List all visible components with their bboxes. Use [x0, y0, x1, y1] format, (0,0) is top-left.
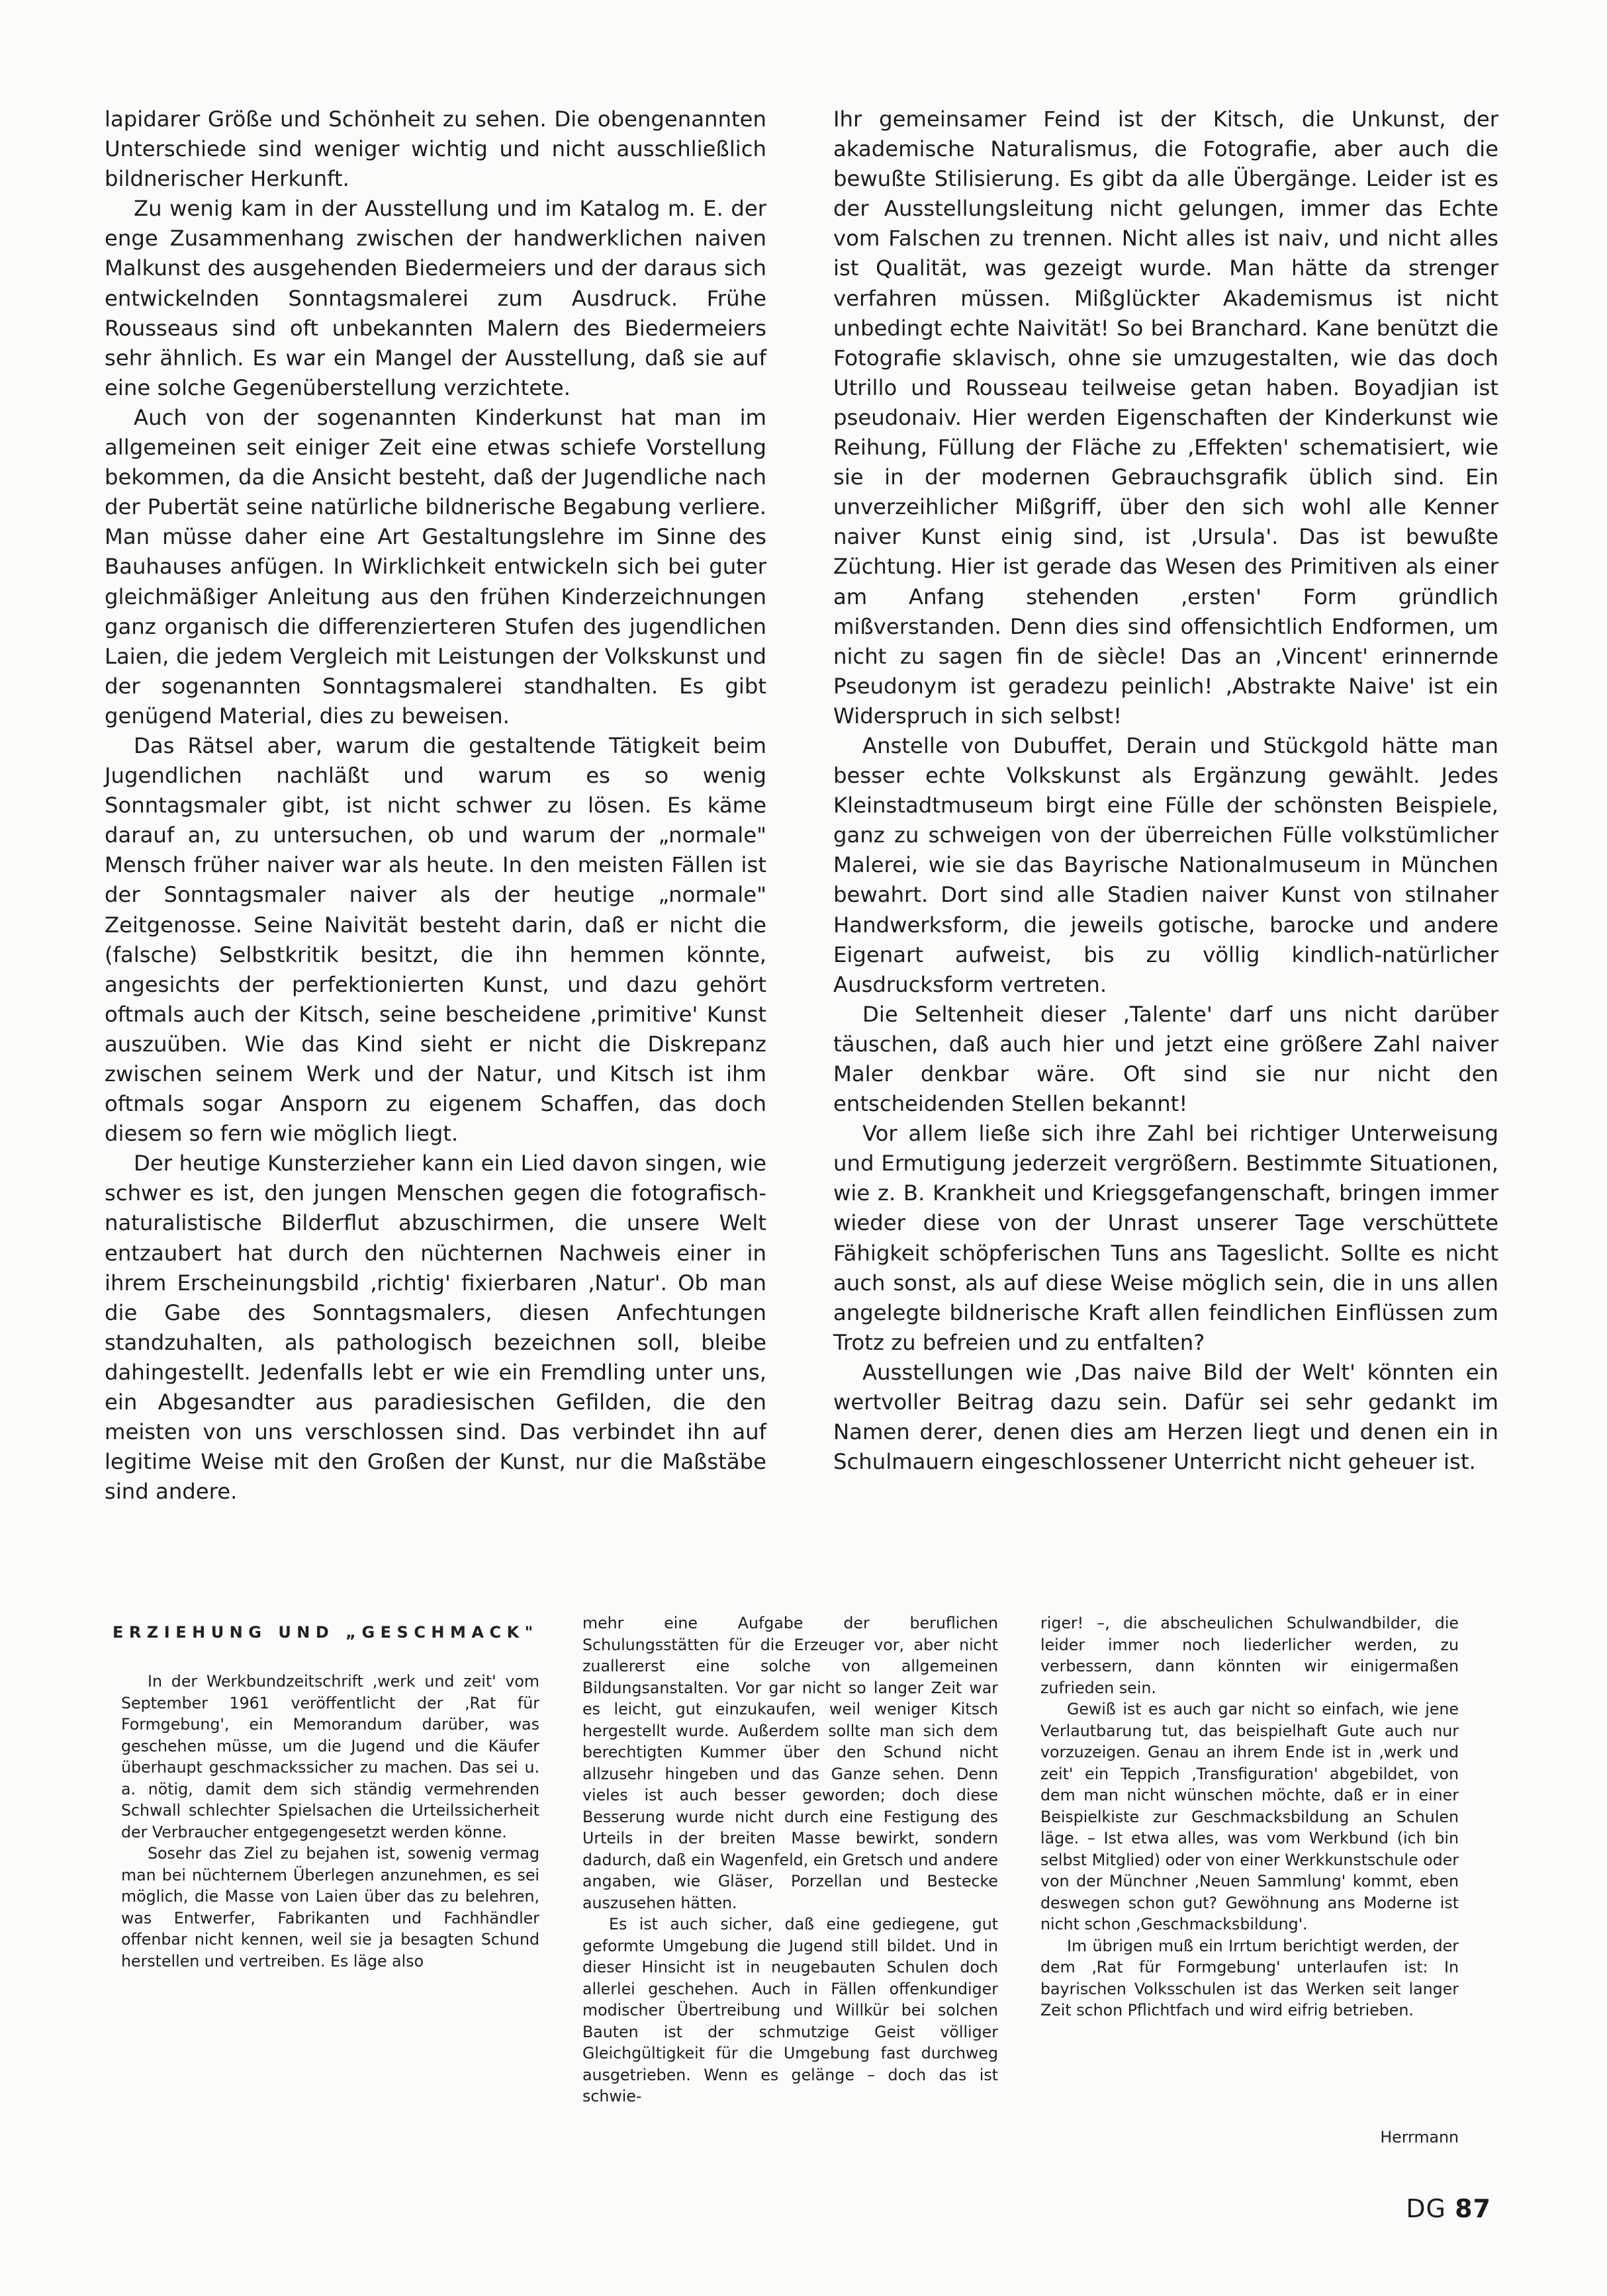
notice-heading: ERZIEHUNG UND „GESCHMACK": [113, 1623, 539, 1642]
notice-paragraph: Im übrigen muß ein Irrtum berichtigt werden, der dem ‚Rat für Formgebung' unterlaufen ist: In bayrischen Volksschulen ist das Werken seit langer Zeit schon Pflichtfach und wird eifrig betrieben.: [1040, 1936, 1459, 2019]
notice-paragraph: Es ist auch sicher, daß eine gediegene, gut geformte Umgebung die Jugend still bildet. Und in dieser Hinsicht ist in neugebauten Schulen doch allerlei geschehen. Auch in Fällen offenkundiger modischer Übertreibung und Willkür bei solchen Bauten ist der schmutzige Geist völliger Gleichgültigkeit für die Umgebung fast durchweg ausgetrieben. Wenn es gelänge – doch das ist schwie-: [582, 1915, 998, 2105]
article-paragraph: Auch von der sogenannten Kinderkunst hat man im allgemeinen seit einiger Zeit eine etwas schiefe Vorstellung bekommen, da die Ansicht besteht, daß der Jugendliche nach der Pubertät seine natürliche bildnerische Begabung verliere. Man müsse daher eine Art Gestaltungslehre im Sinne des Bauhauses anfügen. In Wirklichkeit entwickeln sich bei guter gleichmäßiger Anleitung aus den frühen Kinderzeichnungen ganz organisch die differenzierteren Stufen des jugendlichen Laien, die jedem Vergleich mit Leistungen der Volkskunst und der sogenannten Sonntagsmalerei standhalten. Es gibt genügend Material, dies zu beweisen.: [105, 404, 766, 729]
article-paragraph: Zu wenig kam in der Ausstellung und im Katalog m. E. der enge Zusammenhang zwischen der handwerklichen naiven Malkunst des ausgehenden Biedermeiers und der daraus sich entwickelnden Sonntagsmalerei zum Ausdruck. Frühe Rousseaus sind oft unbekannten Malern des Biedermeiers sehr ähnlich. Es war ein Mangel der Ausstellung, daß sie auf eine solche Gegenüberstellung verzichtete.: [105, 196, 766, 400]
journal-abbreviation: DG: [1406, 2194, 1447, 2223]
notice-paragraph: riger! –, die abscheulichen Schulwandbilder, die leider immer noch liederlicher werden, zu verbessern, dann könnten wir einigermaßen zufrieden sein.: [1040, 1614, 1459, 1697]
article-paragraph: lapidarer Größe und Schönheit zu sehen. Die obengenannten Unterschiede sind weniger wichtig und nicht ausschließlich bildnerischer Herkunft.: [105, 107, 766, 192]
notice-column-1: [121, 1671, 539, 1972]
notice-paragraph: mehr eine Aufgabe der beruflichen Schulungsstätten für die Erzeuger vor, aber nicht zuallererst eine solche von allgemeinen Bildungsanstalten. Vor gar nicht so langer Zeit war es leicht, gut einzukaufen, weil weniger Kitsch hergestellt wurde. Außerdem sollte man sich dem berechtigten Kummer über den Schund nicht allzusehr hingeben und das Ganze sehen. Denn vieles ist auch besser geworden; doch diese Besserung wurde nicht durch eine Festigung des Urteils in der breiten Masse bewirkt, sondern dadurch, daß ein Wagenfeld, ein Gretsch und andere angaben, wie Gläser, Porzellan und Bestecke auszusehen hätten.: [582, 1614, 998, 1912]
article-paragraph: Ausstellungen wie ‚Das naive Bild der Welt' könnten ein wertvoller Beitrag dazu sein. Dafür sei sehr gedankt im Namen derer, denen dies am Herzen liegt und denen ein in Schulmauern eingeschlossener Unterricht nicht geheuer ist.: [833, 1359, 1498, 1475]
article-paragraph: Der heutige Kunsterzieher kann ein Lied davon singen, wie schwer es ist, den jungen Menschen gegen die fotografisch-naturalistische Bilderflut abzuschirmen, die unsere Welt entzaubert hat durch den nüchternen Nachweis einer in ihrem Erscheinungsbild ‚richtig' fixierbaren ‚Natur'. Ob man die Gabe des Sonntagsmalers, diesen Anfechtungen standzuhalten, als pathologisch bezeichnen soll, bleibe dahingestellt. Jedenfalls lebt er wie ein Fremdling unter uns, ein Abgesandter aus paradiesischen Gefilden, die den meisten von uns verschlossen sind. Das verbindet ihn auf legitime Weise mit den Großen der Kunst, nur die Maßstäbe sind andere.: [105, 1151, 766, 1505]
notice-paragraph: Sosehr das Ziel zu bejahen ist, sowenig vermag man bei nüchternem Überlegen anzunehmen, es sei möglich, die Masse von Laien über das zu belehren, was Entwerfer, Fabrikanten und Fachhändler offenbar nicht kennen, weil sie ja besagten Schund herstellen und vertreiben. Es läge also: [121, 1844, 539, 1970]
notice-paragraph: Gewiß ist es auch gar nicht so einfach, wie jene Verlautbarung tut, das beispielhaft Gute auch nur vorzuzeigen. Genau an ihrem Ende ist in ‚werk und zeit' ein Teppich ‚Transfiguration' abgebildet, von dem man nicht wünschen möchte, daß er in einer Beispielkiste zur Geschmacksbildung an Schulen läge. – Ist etwa alles, was vom Werkbund (ich bin selbst Mitglied) oder von einer Werkkunstschule oder von der Münchner ‚Neuen Sammlung' kommt, eben deswegen schon gut? Gewöhnung ans Moderne ist nicht schon ‚Geschmacksbildung'.: [1040, 1700, 1459, 1933]
article-paragraph: Vor allem ließe sich ihre Zahl bei richtiger Unterweisung und Ermutigung jederzeit vergrößern. Bestimmte Situationen, wie z. B. Krankheit und Kriegsgefangenschaft, bringen immer wieder diese von der Unrast unserer Tage verschüttete Fähigkeit schöpferischen Tuns ans Tageslicht. Sollte es nicht auch sonst, als auf diese Weise möglich sein, die in uns allen angelegte bildnerische Kraft allen feindlichen Einflüssen zum Trotz zu befreien und zu entfalten?: [833, 1121, 1498, 1355]
notice-paragraph: In der Werkbundzeitschrift ‚werk und zeit' vom September 1961 veröffentlicht der ‚Rat für Formgebung', ein Memorandum darüber, was geschehen müsse, um die Jugend und die Käufer überhaupt geschmackssicher zu machen. Das sei u. a. nötig, damit dem sich ständig vermehrenden Schwall schlechter Spielsachen die Urteilssicherheit der Verbraucher entgegengesetzt werden könne.: [121, 1672, 539, 1841]
article-column-left: [105, 105, 766, 1507]
article-paragraph: Das Rätsel aber, warum die gestaltende Tätigkeit beim Jugendlichen nachläßt und warum es so wenig Sonntagsmaler gibt, ist nicht schwer zu lösen. Es käme darauf an, zu untersuchen, ob und warum der „normale" Mensch früher naiver war als heute. In den meisten Fällen ist der Sonntagsmaler naiver als der heutige „normale" Zeitgenosse. Seine Naivität besteht darin, daß er nicht die (falsche) Selbstkritik besitzt, die ihn hemmen könnte, angesichts der perfektionierten Kunst, und dazu gehört oftmals auch der Kitsch, seine bescheidene ‚primitive' Kunst auszuüben. Wie das Kind sieht er nicht die Diskrepanz zwischen seinem Werk und der Natur, und Kitsch ist ihm oftmals sogar Ansporn zu eigenem Schaffen, das doch diesem so fern wie möglich liegt.: [105, 732, 766, 1147]
notice-column-2: [582, 1612, 998, 2107]
article-paragraph: Ihr gemeinsamer Feind ist der Kitsch, die Unkunst, der akademische Naturalismus, die Fotografie, aber auch die bewußte Stilisierung. Es gibt da alle Übergänge. Leider ist es der Ausstellungsleitung nicht gelungen, immer das Echte vom Falschen zu trennen. Nicht alles ist naiv, und nicht alles ist Qualität, was gezeigt wurde. Man hätte da strenger verfahren müssen. Mißglückter Akademismus ist nicht unbedingt echte Naivität! So bei Branchard. Kane benützt die Fotografie sklavisch, ohne sie umzugestalten, wie das doch Utrillo und Rousseau teilweise getan haben. Boyadjian ist pseudonaiv. Hier werden Eigenschaften der Kinderkunst wie Reihung, Füllung der Fläche zu ‚Effekten' schematisiert, wie sie in der modernen Gebrauchsgrafik üblich sind. Ein unverzeihlicher Mißgriff, über den sich wohl alle Kenner naiver Kunst einig sind, ist ‚Ursula'. Das ist bewußte Züchtung. Hier ist gerade das Wesen des Primitiven als einer am Anfang stehenden ‚ersten' Form gründlich mißverstanden. Denn dies sind offensichtlich Endformen, um nicht zu sagen fin de siècle! Das an ‚Vincent' erinnernde Pseudonym ist geradezu peinlich! ‚Abstrakte Naive' ist ein Widerspruch in sich selbst!: [833, 107, 1498, 729]
page-folio: [1406, 2194, 1491, 2223]
article-paragraph: Anstelle von Dubuffet, Derain und Stückgold hätte man besser echte Volkskunst als Ergänzung gewählt. Jedes Kleinstadtmuseum birgt eine Fülle der schönsten Beispiele, ganz zu schweigen von der überreichen Fülle volkstümlicher Malerei, wie sie das Bayrische Nationalmuseum in München bewahrt. Dort sind alle Stadien naiver Kunst von stilnaher Handwerksform, die jeweils gotische, barocke und andere Eigenart aufweist, bis zu völlig kindlich-natürlicher Ausdrucksform vertreten.: [833, 732, 1498, 997]
page-number: 87: [1455, 2194, 1491, 2223]
notice-column-3: [1040, 1612, 1459, 2021]
article-paragraph: Die Seltenheit dieser ‚Talente' darf uns nicht darüber täuschen, daß auch hier und jetzt eine größere Zahl naiver Maler denkbar wäre. Oft sind sie nur nicht den entscheidenden Stellen bekannt!: [833, 1001, 1498, 1117]
article-column-right: [833, 105, 1498, 1477]
author-signature: Herrmann: [1380, 2128, 1459, 2146]
